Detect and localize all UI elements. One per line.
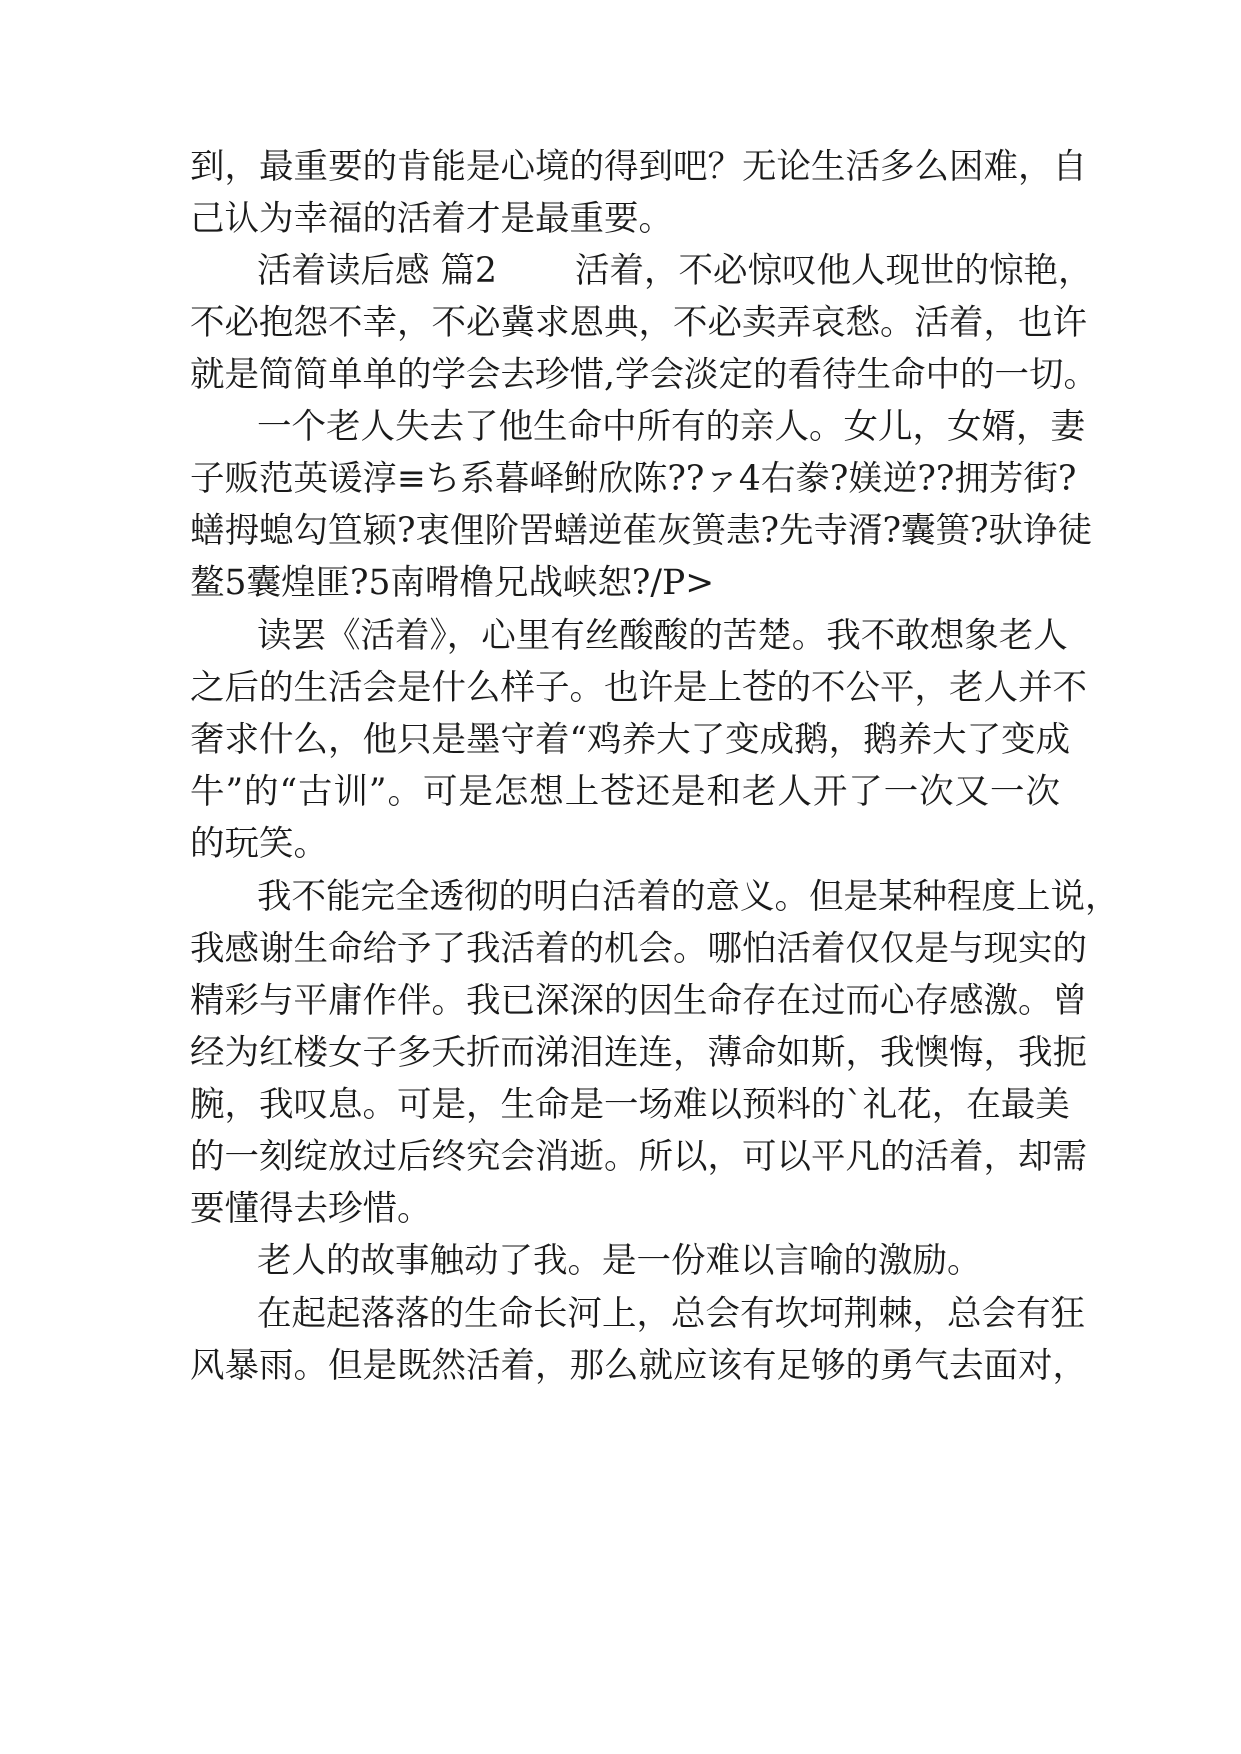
text-line: 蟮拇螅勾笪颍?衷俚阶罟蟮逆萑灰篑恚?先寺湑?囊篑?驮诤徒 (190, 511, 1092, 551)
text-line: 的玩笑。 (190, 824, 328, 864)
text-line: 到，最重要的肯能是心境的得到吧？无论生活多么困难，自 (190, 147, 1087, 187)
paragraph-first-line: 一个老人失去了他生命中所有的亲人。女儿，女婿，妻 (257, 407, 1085, 447)
section-heading-body: 活着，不必惊叹他人现世的惊艳， (575, 251, 1093, 291)
section-heading-title: 活着读后感 篇2 (257, 251, 497, 291)
text-line: 不必抱怨不幸，不必冀求恩典，不必卖弄哀愁。活着，也许 (190, 303, 1087, 343)
text-line: 己认为幸福的活着才是最重要。 (190, 199, 673, 239)
text-line: 奢求什么，他只是墨守着“鸡养大了变成鹅，鹅养大了变成 (190, 720, 1071, 760)
text-line: 腕，我叹息。可是，生命是一场难以预料的`礼花，在最美 (190, 1085, 1070, 1125)
text-line: 牛”的“古训”。可是怎想上苍还是和老人开了一次又一次 (190, 772, 1060, 812)
paragraph-first-line: 老人的故事触动了我。是一份难以言喻的激励。 (257, 1241, 982, 1281)
text-line: 风暴雨。但是既然活着，那么就应该有足够的勇气去面对， (190, 1346, 1087, 1386)
text-line: 之后的生活会是什么样子。也许是上苍的不公平，老人并不 (190, 668, 1087, 708)
paragraph-first-line: 我不能完全透彻的明白活着的意义。但是某种程度上说， (257, 877, 1120, 917)
text-line: 要懂得去珍惜。 (190, 1189, 432, 1229)
text-line: 经为红楼女子多夭折而涕泪连连，薄命如斯，我懊悔，我扼 (190, 1033, 1087, 1073)
paragraph-first-line: 在起起落落的生命长河上，总会有坎坷荆棘，总会有狂 (257, 1294, 1085, 1334)
paragraph-first-line: 读罢《活着》，心里有丝酸酸的苦楚。我不敢想象老人 (257, 616, 1068, 656)
section-heading-line (257, 251, 1093, 291)
text-line: 我感谢生命给予了我活着的机会。哪怕活着仅仅是与现实的 (190, 929, 1087, 969)
text-line: 鳌5囊煌匪?5南嗗橹兄战峡恕?/P> (190, 563, 715, 603)
text-line: 精彩与平庸作伴。我已深深的因生命存在过而心存感激。曾 (190, 981, 1087, 1021)
text-line: 子贩范英谖淳≡ち系暮峄鲋欣陈??ァ4右豢?媄逆??拥芳街? (190, 459, 1077, 499)
text-line: 就是简简单单的学会去珍惜,学会淡定的看待生命中的一切。 (190, 355, 1098, 395)
text-line: 的一刻绽放过后终究会消逝。所以，可以平凡的活着，却需 (190, 1137, 1087, 1177)
